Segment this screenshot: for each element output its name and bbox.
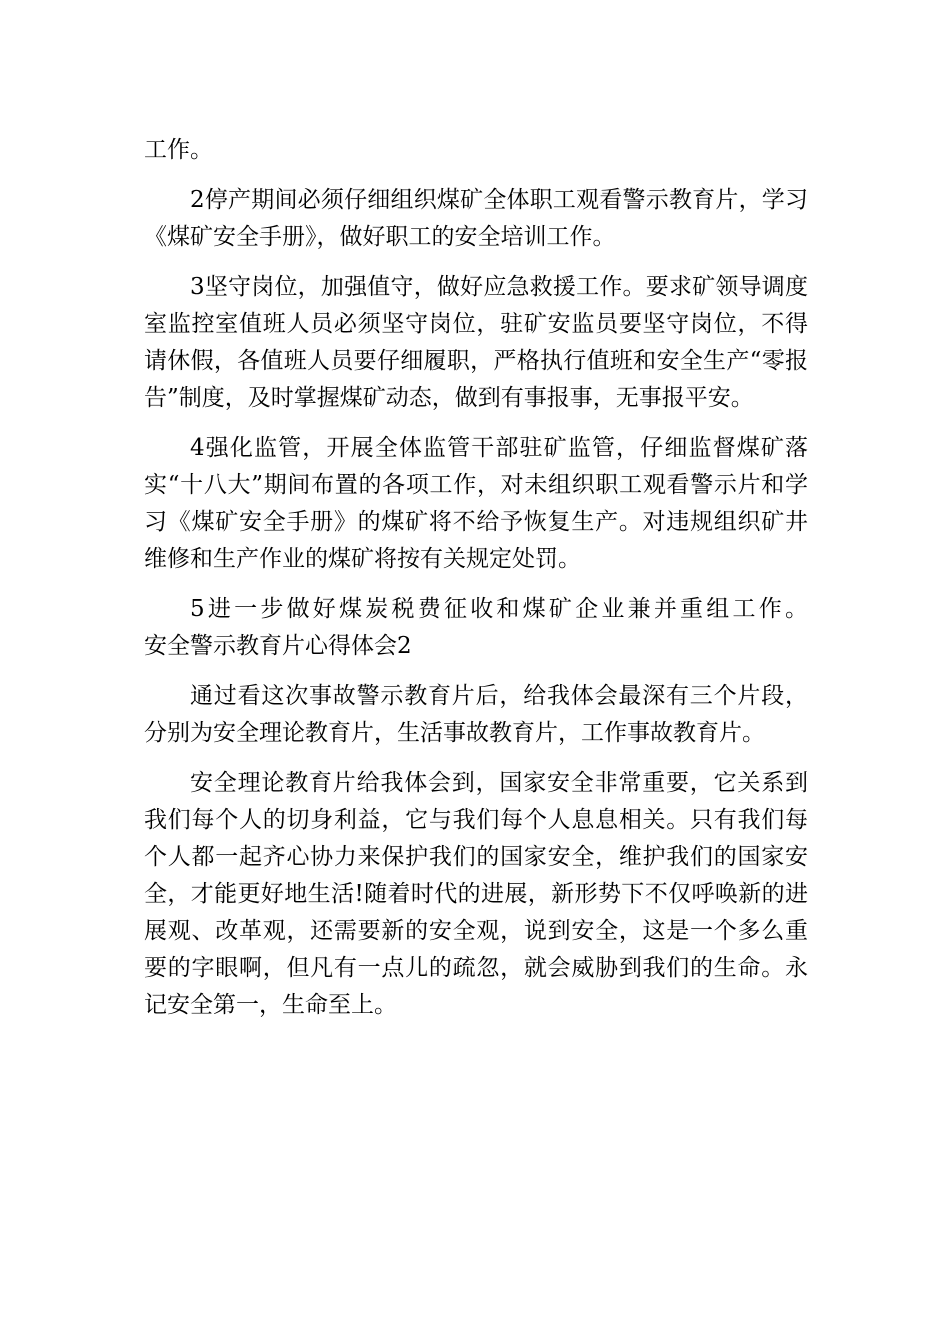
paragraph-intro: 通过看这次事故警示教育片后，给我体会最深有三个片段，分别为安全理论教育片，生活事故教育片，工作事故教育片。 [144,683,808,746]
document-body [144,132,867,1037]
paragraph-theory: 安全理论教育片给我体会到，国家安全非常重要，它关系到我们每个人的切身利益，它与我们每个人息息相关。只有我们每个人都一起齐心协力来保护我们的国家安全，维护我们的国家安全，才能更好地生活!随着时代的进展，新形势下不仅呼唤新的进展观、改革观，还需要新的安全观，说到安全，这是一个多么重要的字眼啊，但凡有一点儿的疏忽，就会威胁到我们的生命。永记安全第一，生命至上。 [144,770,808,1018]
paragraph-item-4: 4强化监管，开展全体监管干部驻矿监管，仔细监督煤矿落实“十八大”期间布置的各项工作，对未组织职工观看警示片和学习《煤矿安全手册》的煤矿将不给予恢复生产。对违规组织矿井维修和生产作业的煤矿将按有关规定处罚。 [144,435,808,572]
paragraph-item-2: 2停产期间必须仔细组织煤矿全体职工观看警示教育片，学习《煤矿安全手册》，做好职工的安全培训工作。 [144,187,808,250]
paragraph-item-3: 3坚守岗位，加强值守，做好应急救援工作。要求矿领导调度室监控室值班人员必须坚守岗位，驻矿安监员要坚守岗位，不得请休假，各值班人员要仔细履职，严格执行值班和安全生产“零报告”制度，及时掌握煤矿动态，做到有事报事，无事报平安。 [144,274,808,411]
paragraph-item-5-and-heading: 5进一步做好煤炭税费征收和煤矿企业兼并重组工作。 安全警示教育片心得体会2 [144,596,867,659]
paragraph-continuation: 工作。 [144,137,213,163]
